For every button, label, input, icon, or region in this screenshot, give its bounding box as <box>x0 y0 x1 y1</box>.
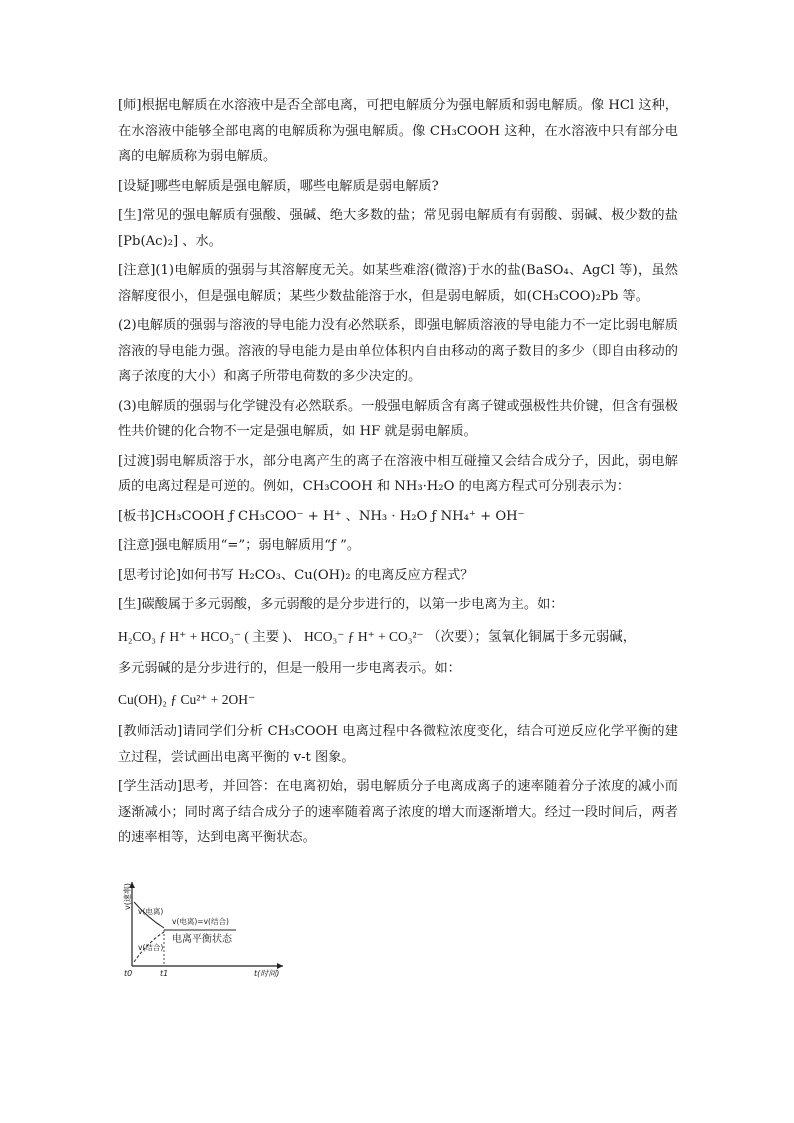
paragraph-student-answer: [生]常见的强电解质有强酸、强碱、绝大多数的盐；常见弱电解质有有弱酸、弱碱、极少数的盐 [Pb(Ac)₂] 、水。 <box>118 208 678 249</box>
ionize-label: v(电离) <box>138 907 164 916</box>
equilibrium-state-label: 电离平衡状态 <box>172 934 232 945</box>
document-body <box>118 93 678 855</box>
paragraph-board-equations: [板书]CH₃COOH ƒ CH₃COO⁻ + H⁺ 、NH₃ · H₂O ƒ NH₄⁺ + OH⁻ <box>118 508 525 524</box>
paragraph-student-activity: [学生活动]思考，并回答：在电离初始，弱电解质分子电离成离子的速率随着分子浓度的减小而逐渐减小；同时离子结合成分子的速率随着离子浓度的增大而逐渐增大。经过一段时间后，两者的速率相等，达到电离平衡状态。 <box>118 779 678 845</box>
paragraph-teacher-activity: [教师活动]请同学们分析 CH₃COOH 电离过程中各微粒浓度变化，结合可逆反应化学平衡的建立过程，尝试画出电离平衡的 v-t 图象。 <box>118 724 678 765</box>
paragraph-teacher-intro: [师]根据电解质在水溶液中是否全部电离，可把电解质分为强电解质和弱电解质。像 HCl 这种，在水溶液中能够全部电离的电解质称为强电解质。像 CH₃COOH 这种，在水溶液中只有部分电离的电解质称为弱电解质。 <box>118 98 678 164</box>
paragraph-notation-note: [注意]强电解质用“=”；弱电解质用“ƒ ”。 <box>118 538 361 553</box>
paragraph-question: [设疑]哪些电解质是强电解质，哪些电解质是弱电解质? <box>118 178 439 194</box>
vt-graph <box>118 878 288 978</box>
paragraph-transition: [过渡]弱电解质溶于水，部分电离产生的离子在溶液中相互碰撞又会结合成分子，因此，弱电解质的电离过程是可逆的。例如，CH₃COOH 和 NH₃·H₂O 的电离方程式可分别表示为： <box>118 453 678 494</box>
paragraph-discussion: [思考讨论]如何书写 H₂CO₃、Cu(OH)₂ 的电离反应方程式？ <box>118 567 474 583</box>
t1-label: t1 <box>160 969 169 978</box>
combine-label: v(结合) <box>138 943 164 952</box>
x-axis-label: t(时间) <box>254 969 280 978</box>
paragraph-carbonic-acid: [生]碳酸属于多元弱酸，多元弱酸的是分步进行的，以第一步电离为主。如： <box>118 597 564 612</box>
origin-label: t0 <box>124 969 133 978</box>
equation-copper-hydroxide: Cu(OH)₂ ƒ Cu²⁺ + 2OH⁻ <box>118 692 256 707</box>
paragraph-note-3: (3)电解质的强弱与化学键没有必然联系。一般强电解质含有离子键或强极性共价键，但含有强极性共价键的化合物不一定是强电解质，如 HF 就是弱电解质。 <box>118 398 678 439</box>
equal-rate-label: v(电离)=v(结合) <box>172 917 229 926</box>
paragraph-note-1: [注意](1)电解质的强弱与其溶解度无关。如某些难溶(微溶)于水的盐(BaSO₄、AgCl 等)，虽然溶解度很小，但是强电解质；某些少数盐能溶于水，但是弱电解质，如(CH₃COO)₂Pb 等。 <box>118 263 678 304</box>
paragraph-polybasic-base: 多元弱碱的是分步进行的，但是一般用一步电离表示。如： <box>118 660 461 676</box>
paragraph-note-2: (2)电解质的强弱与溶液的导电能力没有必然联系，即强电解质溶液的导电能力不一定比弱电解质溶液的导电能力强。溶液的导电能力是由单位体积内自由移动的离子数目的多少（即自由移动的离子浓度的大小）和离子所带电荷数的多少决定的。 <box>118 318 678 384</box>
y-axis-label: v(速率) <box>123 883 132 910</box>
equation-carbonic-acid: H₂CO₃ ƒ H⁺ + HCO₃⁻ ( 主要 )、 HCO₃⁻ ƒ H⁺ + CO₃²⁻ （次要）；氢氧化铜属于多元弱碱， <box>118 628 637 644</box>
